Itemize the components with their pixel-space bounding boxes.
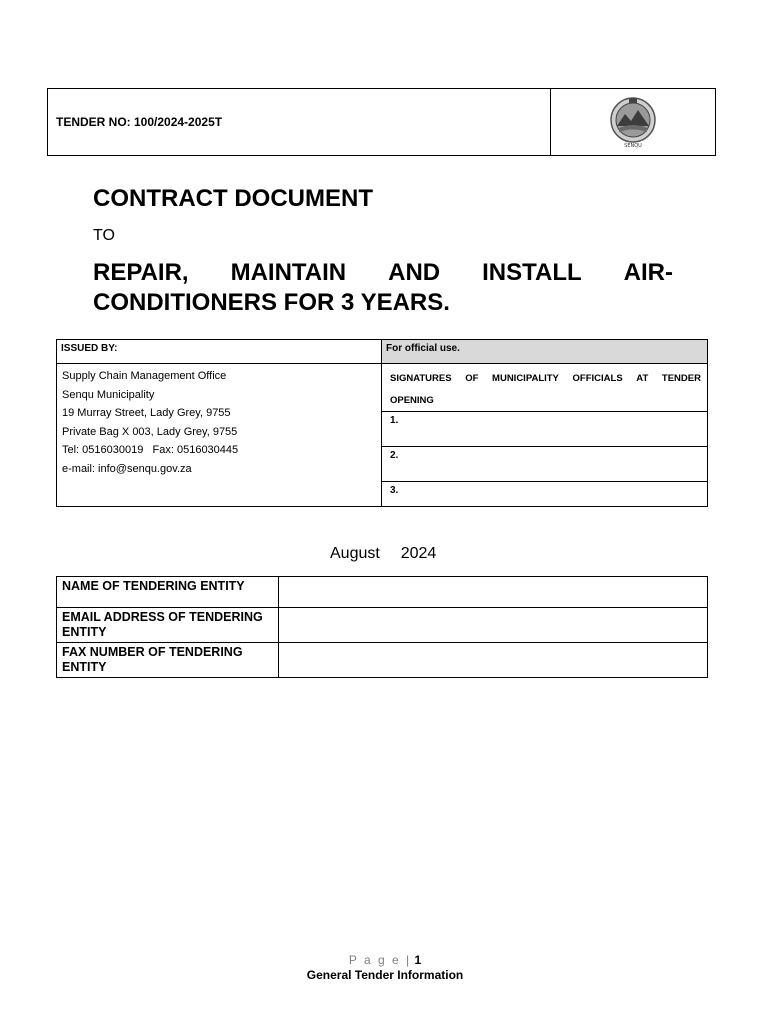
document-date: August 2024 xyxy=(330,545,437,562)
table-row xyxy=(57,577,708,608)
signature-row-2[interactable]: 2. xyxy=(382,447,707,482)
tender-header-box xyxy=(47,88,716,156)
page-footer xyxy=(0,953,770,982)
address-line: Supply Chain Management Office xyxy=(62,370,227,382)
signatures-line-1 xyxy=(390,368,701,390)
issued-by-address xyxy=(57,364,381,481)
sig-word: OFFICIALS xyxy=(572,373,623,384)
signature-row-3[interactable]: 3. xyxy=(390,485,399,496)
tender-number: TENDER NO: 100/2024-2025T xyxy=(48,89,551,155)
issued-by-table xyxy=(56,339,708,507)
signatures-heading xyxy=(382,364,707,412)
entity-fax-field[interactable] xyxy=(279,643,708,678)
entity-email-label: EMAIL ADDRESS OF TENDERING ENTITY xyxy=(57,608,279,643)
page-label: P a g e | xyxy=(348,953,412,967)
subject-line-2: CONDITIONERS FOR 3 YEARS. xyxy=(93,289,450,316)
footer-title: General Tender Information xyxy=(306,968,464,982)
subject-word: INSTALL xyxy=(482,259,582,286)
contract-subject xyxy=(93,258,673,318)
entity-fax-label: FAX NUMBER OF TENDERING ENTITY xyxy=(57,643,279,678)
signatures-line-2: OPENING xyxy=(390,395,434,406)
official-use-cell xyxy=(382,340,707,506)
official-use-heading: For official use. xyxy=(382,340,707,364)
entity-name-field[interactable] xyxy=(279,577,708,608)
sig-word: AT xyxy=(636,373,649,384)
sig-word: MUNICIPALITY xyxy=(492,373,559,384)
signature-row-1[interactable]: 1. xyxy=(382,412,707,447)
entity-name-label: NAME OF TENDERING ENTITY xyxy=(57,577,279,608)
document-title: CONTRACT DOCUMENT xyxy=(93,185,373,212)
page-number: 1 xyxy=(414,953,422,967)
address-line: e-mail: info@senqu.gov.za xyxy=(62,462,192,475)
to-word: TO xyxy=(93,227,115,244)
subject-word: AIR- xyxy=(623,259,673,286)
address-line: Private Bag X 003, Lady Grey, 9755 xyxy=(62,425,238,438)
entity-email-field[interactable] xyxy=(279,608,708,643)
table-row xyxy=(57,608,708,643)
page-number-line xyxy=(0,953,770,967)
subject-word: MAINTAIN xyxy=(230,259,347,286)
logo-cell xyxy=(551,89,715,155)
issued-by-heading: ISSUED BY: xyxy=(57,340,381,364)
seal-text: SENQU xyxy=(624,143,642,149)
subject-word: REPAIR, xyxy=(93,259,189,286)
address-line: Senqu Municipality xyxy=(62,388,155,401)
sig-word: SIGNATURES xyxy=(390,373,452,384)
issued-by-cell xyxy=(57,340,382,506)
table-row xyxy=(57,643,708,678)
subject-word: AND xyxy=(388,259,441,286)
sig-word: TENDER xyxy=(661,373,701,384)
municipal-seal-icon xyxy=(605,94,661,150)
tendering-entity-table xyxy=(56,576,708,678)
address-line: 19 Murray Street, Lady Grey, 9755 xyxy=(62,407,231,419)
subject-line-1 xyxy=(93,258,673,288)
sig-word: OF xyxy=(465,373,479,384)
address-line: Tel: 0516030019 Fax: 0516030445 xyxy=(62,444,239,456)
